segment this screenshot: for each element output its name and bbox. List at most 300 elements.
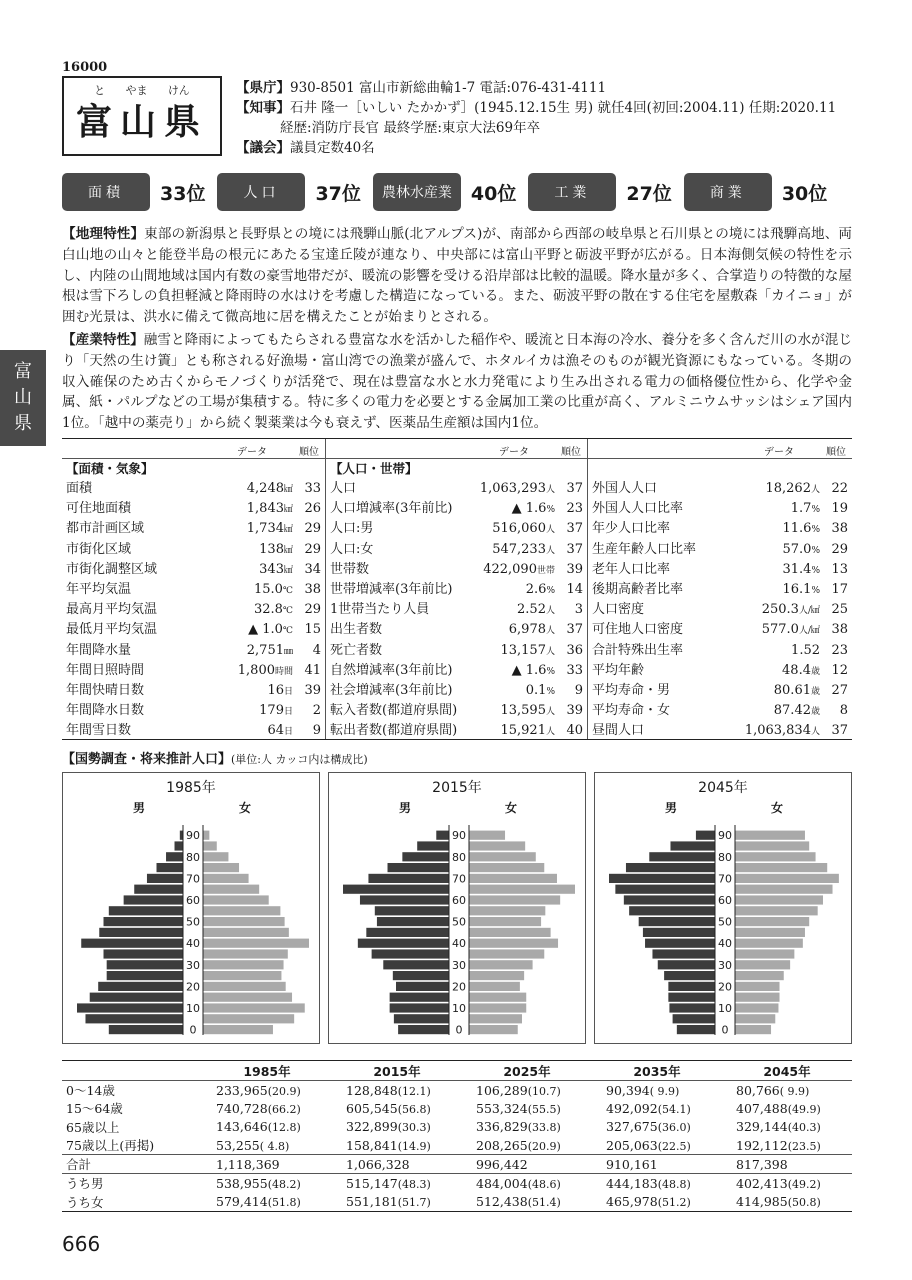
census-ratio: (51.8) [267, 1196, 301, 1210]
census-value: 492,092 [606, 1100, 658, 1116]
stats-value [526, 681, 555, 702]
bar-female [203, 928, 289, 937]
stats-row [326, 560, 587, 580]
stats-rank: 38 [831, 521, 848, 537]
stats-label: 外国人人口 [592, 481, 658, 496]
stats-row [326, 479, 587, 499]
census-value: 512,438 [476, 1194, 528, 1210]
bar-male [90, 993, 183, 1002]
stats-value-unit: 人 [545, 727, 555, 738]
census-ratio: (49.9) [787, 1102, 821, 1116]
bar-male [81, 939, 183, 948]
bar-male [398, 1025, 449, 1034]
stats-value-number: 31.4 [782, 561, 812, 577]
stats-value-unit: % [546, 585, 555, 596]
stats-header-data: データ [237, 447, 267, 458]
pyramid-legend-female: 女 [505, 801, 518, 815]
stats-header-data: データ [499, 447, 529, 458]
census-ratio: (10.7) [527, 1084, 561, 1098]
stats-value-number: 64 [267, 723, 284, 739]
bar-female [203, 993, 292, 1002]
stats-rank: 2 [312, 703, 321, 719]
bar-male [77, 1003, 183, 1012]
stats-label: 合計特殊出生率 [592, 642, 684, 658]
bar-female [203, 906, 280, 915]
stats-label: 都市計画区域 [66, 521, 145, 537]
census-header-cell [62, 1061, 202, 1081]
bar-male [104, 949, 184, 958]
stats-label: 年間雪日数 [66, 723, 132, 739]
stats-label: 最高月平均気温 [66, 602, 158, 618]
stats-label: 昼間人口 [592, 723, 645, 739]
census-ratio: (20.9) [527, 1139, 561, 1153]
stats-section-title [588, 459, 852, 479]
bar-female [735, 895, 823, 904]
census-value: 402,413 [736, 1175, 788, 1191]
geography-paragraph [62, 224, 852, 328]
stats-rank: 26 [304, 501, 321, 517]
bar-female [735, 982, 780, 991]
bar-male [670, 841, 715, 850]
stats-value-unit: 世帯 [536, 565, 555, 576]
age-tick-label: 30 [718, 958, 732, 972]
stats-row [588, 519, 852, 539]
rank-label-industry: 工業 [528, 173, 616, 211]
stats-rank: 39 [304, 682, 321, 698]
age-tick-label: 60 [452, 894, 466, 907]
census-value: 143,646 [216, 1119, 268, 1135]
bar-male [175, 841, 183, 850]
pyramid-note: (単位:人 カッコ内は構成比) [231, 753, 368, 766]
census-body [62, 1081, 852, 1212]
census-cell [202, 1174, 332, 1193]
ruby-3: けん [167, 84, 190, 97]
stats-row [62, 580, 325, 600]
age-tick-label: 80 [718, 850, 732, 864]
stats-label: 市街化調整区域 [66, 561, 158, 577]
stats-value-number: 6,978 [508, 622, 546, 638]
stats-value-unit: ㎢ [283, 565, 293, 576]
stats-rank: 34 [304, 561, 321, 577]
stats-rank: 29 [831, 541, 848, 557]
age-tick-label: 20 [718, 980, 732, 994]
stats-value-number: 138 [259, 541, 284, 557]
stats-value [259, 560, 293, 581]
bar-female [203, 971, 281, 980]
age-tick-label: 40 [452, 937, 466, 951]
stats-row [62, 641, 325, 661]
stats-value [782, 560, 820, 581]
stats-value-unit: 人 [545, 606, 555, 617]
stats-row [326, 661, 587, 681]
census-row-label: うち女 [62, 1192, 202, 1211]
stats-rank: 13 [831, 561, 848, 577]
census-cell [202, 1081, 332, 1100]
bar-female [469, 863, 544, 872]
census-cell [462, 1155, 592, 1174]
stats-label: 外国人人口比率 [592, 501, 684, 517]
census-value: 817,398 [736, 1156, 788, 1172]
stats-row [588, 681, 852, 701]
stats-value-number: 1,063,834 [744, 723, 811, 739]
age-tick-label: 90 [452, 829, 466, 843]
stats-row [62, 540, 325, 560]
stats-value [791, 641, 820, 662]
stats-value [492, 540, 555, 561]
pyramid-year: 1985年 [166, 780, 216, 796]
stats-header-rank: 順位 [561, 447, 581, 458]
bar-male [436, 831, 449, 840]
bar-female [203, 1014, 294, 1023]
stats-row [326, 499, 587, 519]
census-ratio: (30.3) [397, 1121, 431, 1135]
stats-label: 老年人口比率 [592, 561, 671, 577]
stats-rank: 39 [566, 703, 583, 719]
bar-male [358, 939, 449, 948]
stats-value-number: 2,751 [246, 642, 284, 658]
census-row [62, 1118, 852, 1137]
pyramid-tag: 【国勢調査・将来推計人口】 [62, 752, 232, 767]
stats-row [326, 721, 587, 741]
bar-male [639, 917, 715, 926]
age-tick-label: 40 [718, 937, 732, 951]
bar-female [469, 960, 533, 969]
census-value: 484,004 [476, 1175, 528, 1191]
census-cell [332, 1136, 462, 1155]
bar-male [615, 885, 715, 894]
industry-paragraph [62, 330, 852, 434]
stats-rank: 12 [831, 662, 848, 678]
stats-header [588, 439, 852, 459]
stats-value-number: 2.6 [525, 581, 547, 597]
bar-female [203, 885, 259, 894]
stats-value-number: ▲ 1.6 [511, 501, 547, 517]
stats-value-unit: ℃ [282, 585, 293, 596]
stats-value-number: ▲ 1.6 [511, 662, 547, 678]
rank-label-agriculture: 農林水産業 [373, 173, 461, 211]
census-ratio: (23.5) [787, 1139, 821, 1153]
stats-value [267, 681, 293, 702]
stats-rank: 29 [304, 521, 321, 537]
census-cell [462, 1174, 592, 1193]
stats-row [62, 681, 325, 701]
age-tick-label: 90 [186, 829, 200, 843]
stats-value [500, 701, 555, 722]
stats-rank: 33 [566, 662, 583, 678]
rank-label-area: 面積 [62, 173, 150, 211]
bar-male [124, 895, 183, 904]
stats-section-title: 【面積・気象】 [66, 461, 154, 476]
stats-value-unit: % [546, 666, 555, 677]
census-row [62, 1081, 852, 1100]
stats-row [326, 540, 587, 560]
stats-row [62, 560, 325, 580]
stats-value-unit: % [811, 525, 820, 536]
bar-male [417, 841, 449, 850]
stats-row [326, 600, 587, 620]
census-value: 605,545 [346, 1100, 398, 1116]
stats-row [62, 499, 325, 519]
census-value: 158,841 [346, 1137, 398, 1153]
stats-value-number: 80.61 [773, 682, 811, 698]
bar-female [203, 960, 284, 969]
census-cell [462, 1081, 592, 1100]
stats-row [588, 721, 852, 741]
side-tab-char-1: 富 [14, 361, 32, 382]
bar-female [735, 928, 805, 937]
bar-female [203, 874, 249, 883]
stats-value [762, 600, 820, 621]
stats-rank: 9 [312, 723, 321, 739]
assembly-info: 議員定数40名 [290, 140, 375, 156]
census-value: 465,978 [606, 1194, 658, 1210]
stats-header [326, 439, 587, 459]
census-cell [202, 1118, 332, 1137]
stats-value [254, 600, 293, 621]
stats-value-unit: ℃ [282, 606, 293, 617]
stats-value [512, 661, 555, 682]
bar-male [673, 1014, 715, 1023]
bar-male [643, 928, 715, 937]
office-tag: 【県庁】 [236, 80, 290, 96]
stats-row [588, 620, 852, 640]
census-value: 80,766 [736, 1082, 780, 1098]
bar-female [469, 831, 505, 840]
stats-label: 年平均気温 [66, 581, 132, 597]
bar-female [469, 982, 520, 991]
census-cell [462, 1118, 592, 1137]
age-tick-label: 20 [452, 980, 466, 994]
census-ratio: (20.9) [267, 1084, 301, 1098]
census-cell [592, 1099, 722, 1118]
stats-row [588, 560, 852, 580]
page-number: 666 [62, 1232, 101, 1256]
stats-label: 平均寿命・男 [592, 682, 671, 698]
pyramid-year: 2045年 [698, 780, 748, 796]
governor-info: 石井 隆一［いしい たかかず］(1945.12.15生 男) 就任4回(初回:2004.11) 任期:2020.11 [290, 100, 837, 116]
stats-label: 1世帯当たり人員 [330, 602, 430, 618]
census-row-label: 15～64歳 [66, 1101, 123, 1117]
rank-value-commerce: 30位 [781, 182, 828, 205]
age-tick-label: 20 [186, 980, 200, 994]
bar-female [735, 993, 780, 1002]
census-row [62, 1155, 852, 1174]
stats-rank: 39 [566, 561, 583, 577]
census-ratio: (55.5) [527, 1102, 561, 1116]
census-cell [462, 1192, 592, 1211]
census-value: 128,848 [346, 1082, 398, 1098]
stats-label: 平均寿命・女 [592, 703, 671, 719]
census-ratio: (48.6) [527, 1177, 561, 1191]
census-cell [332, 1118, 462, 1137]
stats-value [248, 620, 293, 641]
census-ratio: ( 4.8) [259, 1139, 290, 1153]
stats-label: 転入者数(都道府県間) [330, 703, 458, 719]
stats-header [62, 439, 325, 459]
stats-header-data: データ [764, 447, 794, 458]
bar-male [396, 982, 449, 991]
stats-value-number: 250.3 [761, 602, 799, 618]
stats-rank: 41 [304, 662, 321, 678]
census-ratio: (49.2) [787, 1177, 821, 1191]
stats-value-number: 16 [267, 682, 284, 698]
census-value: 208,265 [476, 1137, 528, 1153]
office-info: 930-8501 富山市新総曲輪1-7 電話:076-431-4111 [290, 80, 607, 96]
stats-rank: 40 [566, 723, 583, 739]
stats-label: 最低月平均気温 [66, 622, 158, 638]
stats-rank: 19 [831, 501, 848, 517]
bar-male [390, 993, 449, 1002]
bar-male [366, 928, 449, 937]
bar-male [166, 852, 183, 861]
stats-value [247, 641, 293, 662]
census-value: 740,728 [216, 1100, 268, 1116]
stats-value-unit: 人 [545, 626, 555, 637]
census-cell [592, 1081, 722, 1100]
bar-female [203, 939, 309, 948]
stats-value-number: 57.0 [782, 541, 812, 557]
bar-male [668, 993, 715, 1002]
stats-row [326, 701, 587, 721]
bar-female [203, 1003, 305, 1012]
stats-value [483, 560, 555, 581]
age-tick-label: 50 [186, 915, 200, 929]
rank-label-commerce: 商業 [684, 173, 772, 211]
stats-value-number: 2.52 [517, 602, 546, 618]
stats-rank: 29 [304, 602, 321, 618]
stats-row [588, 661, 852, 681]
industry-tag: 【産業特性】 [62, 332, 144, 348]
stats-column-1 [62, 439, 325, 739]
stats-label: 可住地人口密度 [592, 622, 684, 638]
bar-female [735, 1003, 778, 1012]
stats-label: 世帯増減率(3年前比) [330, 581, 453, 597]
census-cell [722, 1136, 852, 1155]
pyramid-legend-female: 女 [771, 801, 784, 815]
side-tab [0, 350, 46, 446]
stats-row [62, 661, 325, 681]
census-cell [332, 1081, 462, 1100]
stats-rank: 37 [831, 723, 848, 739]
stats-label: 転出者数(都道府県間) [330, 723, 458, 739]
bar-female [735, 939, 803, 948]
stats-label: 面積 [66, 481, 93, 496]
bar-female [735, 852, 816, 861]
bar-male [696, 831, 715, 840]
bar-female [735, 885, 833, 894]
stats-value [774, 701, 820, 722]
stats-row [62, 620, 325, 640]
age-tick-label: 40 [186, 937, 200, 951]
rank-value-area: 33位 [160, 182, 206, 205]
bar-female [469, 949, 544, 958]
stats-value-unit: 歳 [810, 686, 820, 697]
bar-male [402, 852, 449, 861]
census-value: 538,955 [216, 1175, 268, 1191]
geography-text: 東部の新潟県と長野県との境には飛騨山脈(北アルプス)が、南部から西部の岐阜県と石川県との境には飛騨高地、両白山地の山々と能登半島の根元にあたる宝達丘陵が連なり、中央部には富山平野と砺波平野が広がる。日本海側気候の特性を示し、内陸の山間地域は国内有数の豪雪地帯だが、暖流の影響を受ける沿岸部は比較的温暖。降水量が多く、合掌造りの特徴的な屋根は雪下ろしの負担軽減と降雨時の水はけを考慮した構造になっている。また、砺波平野の散在する住宅を屋敷森「カイニョ」が囲む光景は、洪水に備えて微高地に居を構えたことが始まりとされる。 [62, 226, 853, 326]
stats-label: 自然増減率(3年前比) [330, 662, 453, 678]
stats-value-number: 15.0 [253, 581, 283, 597]
census-cell [332, 1155, 462, 1174]
stats-rank: 4 [312, 642, 321, 658]
census-ratio: (48.3) [397, 1177, 431, 1191]
stats-rank: 29 [304, 541, 321, 557]
census-value: 579,414 [216, 1194, 268, 1210]
stats-value-number: 0.1 [525, 682, 547, 698]
stats-label: 社会増減率(3年前比) [330, 682, 453, 698]
stats-row [588, 479, 852, 499]
stats-value-number: 4,248 [246, 481, 284, 496]
bar-male [343, 885, 449, 894]
bar-male [377, 917, 449, 926]
stats-header-rank: 順位 [299, 447, 319, 458]
census-value: 205,063 [606, 1137, 658, 1153]
census-header-cell: 1985年 [202, 1061, 332, 1081]
prefecture-info [236, 78, 836, 158]
stats-row [62, 701, 325, 721]
stats-label: 年間日照時間 [66, 662, 145, 678]
stats-value [238, 661, 293, 682]
stats-value-number: 1,843 [246, 501, 284, 517]
stats-label: 人口増減率(3年前比) [330, 501, 453, 517]
stats-value-number: 87.42 [773, 703, 811, 719]
bar-male [394, 1014, 449, 1023]
stats-value [500, 641, 555, 662]
stats-value-number: ▲ 1.0 [248, 622, 283, 638]
stats-label: 年間降水量 [66, 642, 132, 658]
census-value: 336,829 [476, 1119, 528, 1135]
stats-value-number: 13,595 [500, 703, 546, 719]
stats-value [526, 580, 555, 601]
bar-female [203, 841, 217, 850]
pyramid-legend-male: 男 [133, 801, 146, 815]
bar-female [469, 917, 541, 926]
census-header-cell: 2035年 [592, 1061, 722, 1081]
stats-rank: 23 [831, 642, 848, 658]
page-code: 16000 [62, 60, 108, 75]
census-row-label: 合計 [62, 1155, 202, 1174]
census-value: 553,324 [476, 1100, 528, 1116]
stats-value-number: 1.52 [791, 642, 820, 658]
stats-value-number: 15,921 [500, 723, 546, 739]
stats-label: 平均年齢 [592, 662, 645, 678]
bar-male [147, 874, 183, 883]
age-tick-label: 10 [186, 1002, 200, 1015]
census-cell [202, 1155, 332, 1174]
stats-label: 生産年齢人口比率 [592, 541, 697, 557]
bar-female [735, 917, 809, 926]
census-ratio: (56.8) [397, 1102, 431, 1116]
stats-rank: 38 [304, 581, 321, 597]
bar-female [469, 906, 545, 915]
census-value: 1,118,369 [216, 1156, 280, 1172]
bar-male [609, 874, 715, 883]
stats-value-number: 1.7 [790, 501, 812, 517]
age-tick-label: 50 [718, 915, 732, 929]
bar-female [469, 1014, 522, 1023]
census-row-label: 75歳以上(再掲) [66, 1138, 155, 1154]
stats-value-unit: ㎢ [283, 505, 293, 516]
census-row [62, 1099, 852, 1118]
bar-female [203, 852, 228, 861]
bar-female [735, 960, 790, 969]
stats-value [247, 479, 293, 500]
census-value: 90,394 [606, 1082, 650, 1098]
census-cell [462, 1099, 592, 1118]
side-tab-char-2: 山 [14, 387, 32, 408]
bar-male [383, 960, 449, 969]
stats-value-number: 48.4 [782, 662, 811, 678]
